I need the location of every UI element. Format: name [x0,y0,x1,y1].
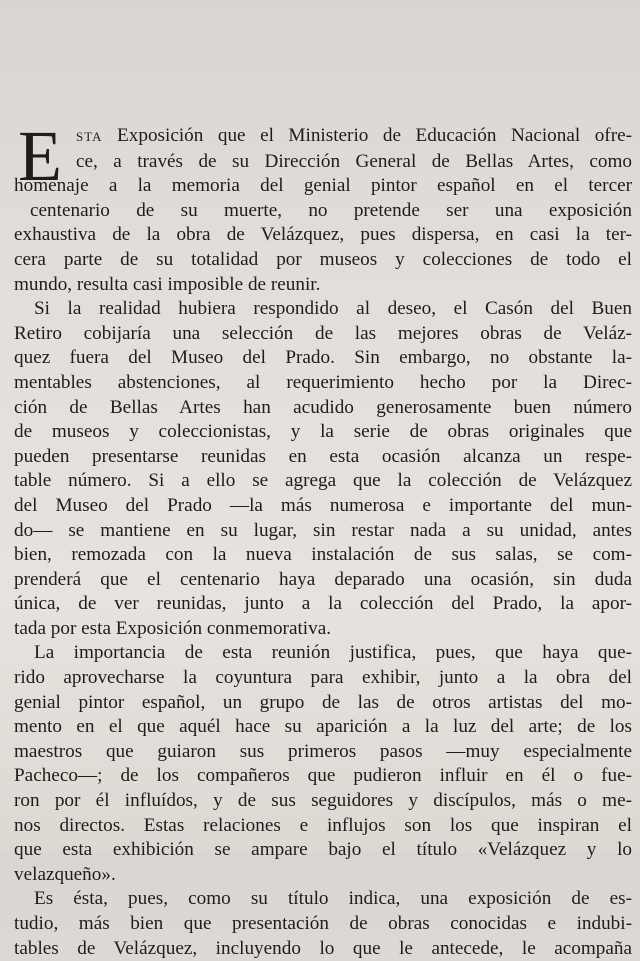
paragraph-2 [14,297,632,641]
paragraph-1 [14,116,632,297]
text-line: Retiro cobijaría una selección de las mejores obras de Veláz- [14,322,632,344]
text-line: Es ésta, pues, como su título indica, una exposición de es- [34,888,632,910]
paragraph-4 [14,887,632,961]
text-line: ción de Bellas Artes han acudido generosamente buen número [14,396,632,418]
text-line: bien, remozada con la nueva instalación de sus salas, se com- [14,544,632,566]
text-line: de museos y coleccionistas, y la serie de obras originales que [14,421,632,443]
text-line: del Museo del Prado —la más numerosa e importante del mun- [14,494,632,516]
text-line: tada por esta Exposición conmemorativa. [14,617,332,639]
text-line: mento en el que aquél hace su aparición a la luz del arte; de los [14,716,632,738]
text-line: ce, a través de su Dirección General de Bellas Artes, como [76,150,632,172]
text-line: Pacheco—; de los compañeros que pudieron influir en él o fue- [14,765,632,787]
text-line: Si la realidad hubiera respondido al deseo, el Casón del Buen [34,298,632,320]
text-line: rido aprovecharse la coyuntura para exhibir, junto a la obra del [14,667,632,689]
text-line: mentables abstenciones, al requerimiento hecho por la Direc- [14,371,632,393]
text-line: La importancia de esta reunión justifica, pues, que haya que- [34,642,632,664]
text-line [14,124,632,150]
text-line: quez fuera del Museo del Prado. Sin embargo, no obstante la- [14,347,632,369]
text-line: nos directos. Estas relaciones e influjos son los que inspiran el [14,814,632,836]
text-line: exhaustiva de la obra de Velázquez, pues dispersa, en casi la ter- [14,224,632,246]
text-line: homenaje a la memoria del genial pintor español en el tercer [14,175,632,197]
body-text [14,116,632,961]
text-line: centenario de su muerte, no pretende ser una exposición [30,199,632,221]
text-line: ron por él influídos, y de sus seguidores y discípulos, más o me- [14,790,632,812]
paragraph-3 [14,641,632,887]
text-line: tables de Velázquez, incluyendo lo que le antecede, le acompaña [14,937,632,959]
text-line: cera parte de su totalidad por museos y colecciones de todo el [14,248,632,270]
text-line: genial pintor español, un grupo de las de otros artistas del mo- [14,691,632,713]
text-line: mundo, resulta casi imposible de reunir. [14,273,321,295]
text-line: prenderá que el centenario haya deparado una ocasión, sin duda [14,568,632,590]
text-line: maestros que guiaron sus primeros pasos —muy especialmente [14,740,632,762]
text-line: tudio, más bien que presentación de obras conocidas e indubi- [14,913,632,934]
text-line: pueden presentarse reunidas en esta ocasión alcanza un respe- [14,445,632,467]
text-line: do— se mantiene en su lugar, sin restar nada a su unidad, antes [14,519,632,541]
text-line: table número. Si a ello se agrega que la colección de Velázquez [14,470,632,492]
small-caps-word: STA [76,129,103,144]
line-text: Exposición que el Ministerio de Educación Nacional ofre- [102,125,632,146]
drop-cap: E [18,116,62,196]
text-line: velazqueño». [14,863,116,885]
text-line: que esta exhibición se ampare bajo el título «Velázquez y lo [14,839,632,861]
text-line: única, de ver reunidas, junto a la colección del Prado, la apor- [14,593,632,615]
